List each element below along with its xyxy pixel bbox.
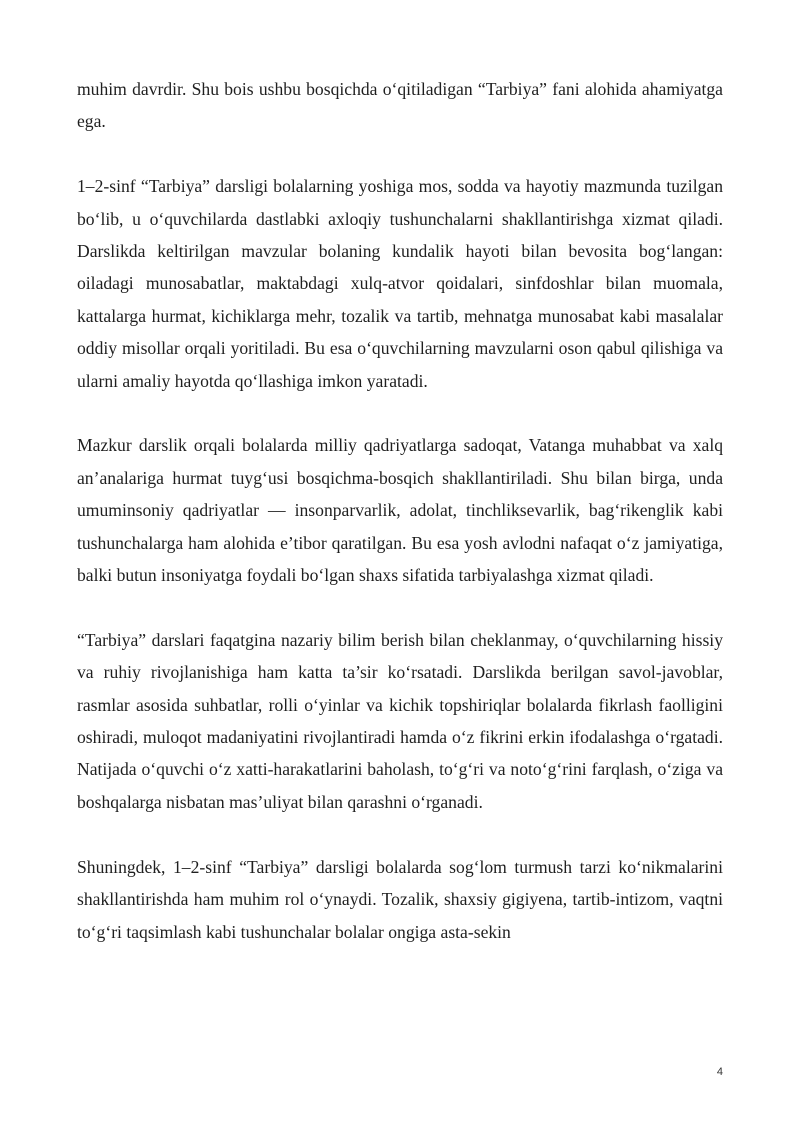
- paragraph-3: Mazkur darslik orqali bolalarda milliy qadriyatlarga sadoqat, Vatanga muhabbat va xalq an’analariga hurmat tuyg‘usi bosqichma-bosqich shakllantiriladi. Shu bilan birga, unda umuminsoniy qadriyatlar — insonparvarlik, adolat, tinchliksevarlik, bag‘rikenglik kabi tushunchalarga ham alohida e’tibor qaratilgan. Bu esa yosh avlodni nafaqat o‘z jamiyatiga, balki butun insoniyatga foydali bo‘lgan shaxs sifatida tarbiyalashga xizmat qiladi.: [77, 435, 723, 586]
- document-body: [77, 73, 723, 980]
- paragraph-2: 1–2-sinf “Tarbiya” darsligi bolalarning yoshiga mos, sodda va hayotiy mazmunda tuzilgan bo‘lib, u o‘quvchilarda dastlabki axloqiy tushunchalarni shakllantirishga xizmat qiladi. Darslikda keltirilgan mavzular bolaning kundalik hayoti bilan bevosita bog‘langan: oiladagi munosabatlar, maktabdagi xulq-atvor qoidalari, sinfdoshlar bilan muomala, kattalarga hurmat, kichiklarga mehr, tozalik va tartib, mehnatga munosabat kabi masalalar oddiy misollar orqali yoritiladi. Bu esa o‘quvchilarning mavzularni oson qabul qilishiga va ularni amaliy hayotda qo‘llashiga imkon yaratadi.: [77, 176, 723, 391]
- paragraph-4: “Tarbiya” darslari faqatgina nazariy bilim berish bilan cheklanmay, o‘quvchilarning hissiy va ruhiy rivojlanishiga ham katta ta’sir ko‘rsatadi. Darslikda berilgan savol-javoblar, rasmlar asosida suhbatlar, rolli o‘yinlar va kichik topshiriqlar bolalarda fikrlash faolligini oshiradi, muloqot madaniyatini rivojlantiradi hamda o‘z fikrini erkin ifodalashga o‘rgatadi. Natijada o‘quvchi o‘z xatti-harakatlarini baholash, to‘g‘ri va noto‘g‘rini farqlash, o‘ziga va boshqalarga nisbatan mas’uliyat bilan qarashni o‘rganadi.: [77, 629, 723, 812]
- page-number: 4: [716, 1066, 723, 1078]
- paragraph-5: Shuningdek, 1–2-sinf “Tarbiya” darsligi bolalarda sog‘lom turmush tarzi ko‘nikmalarini shakllantirishda ham muhim rol o‘ynaydi. Tozalik, shaxsiy gigiyena, tartib-intizom, vaqtni to‘g‘ri taqsimlash kabi tushunchalar bolalar ongiga asta-sekin: [77, 856, 723, 942]
- paragraph-1: muhim davrdir. Shu bois ushbu bosqichda o‘qitiladigan “Tarbiya” fani alohida ahamiyatga ega.: [77, 79, 723, 132]
